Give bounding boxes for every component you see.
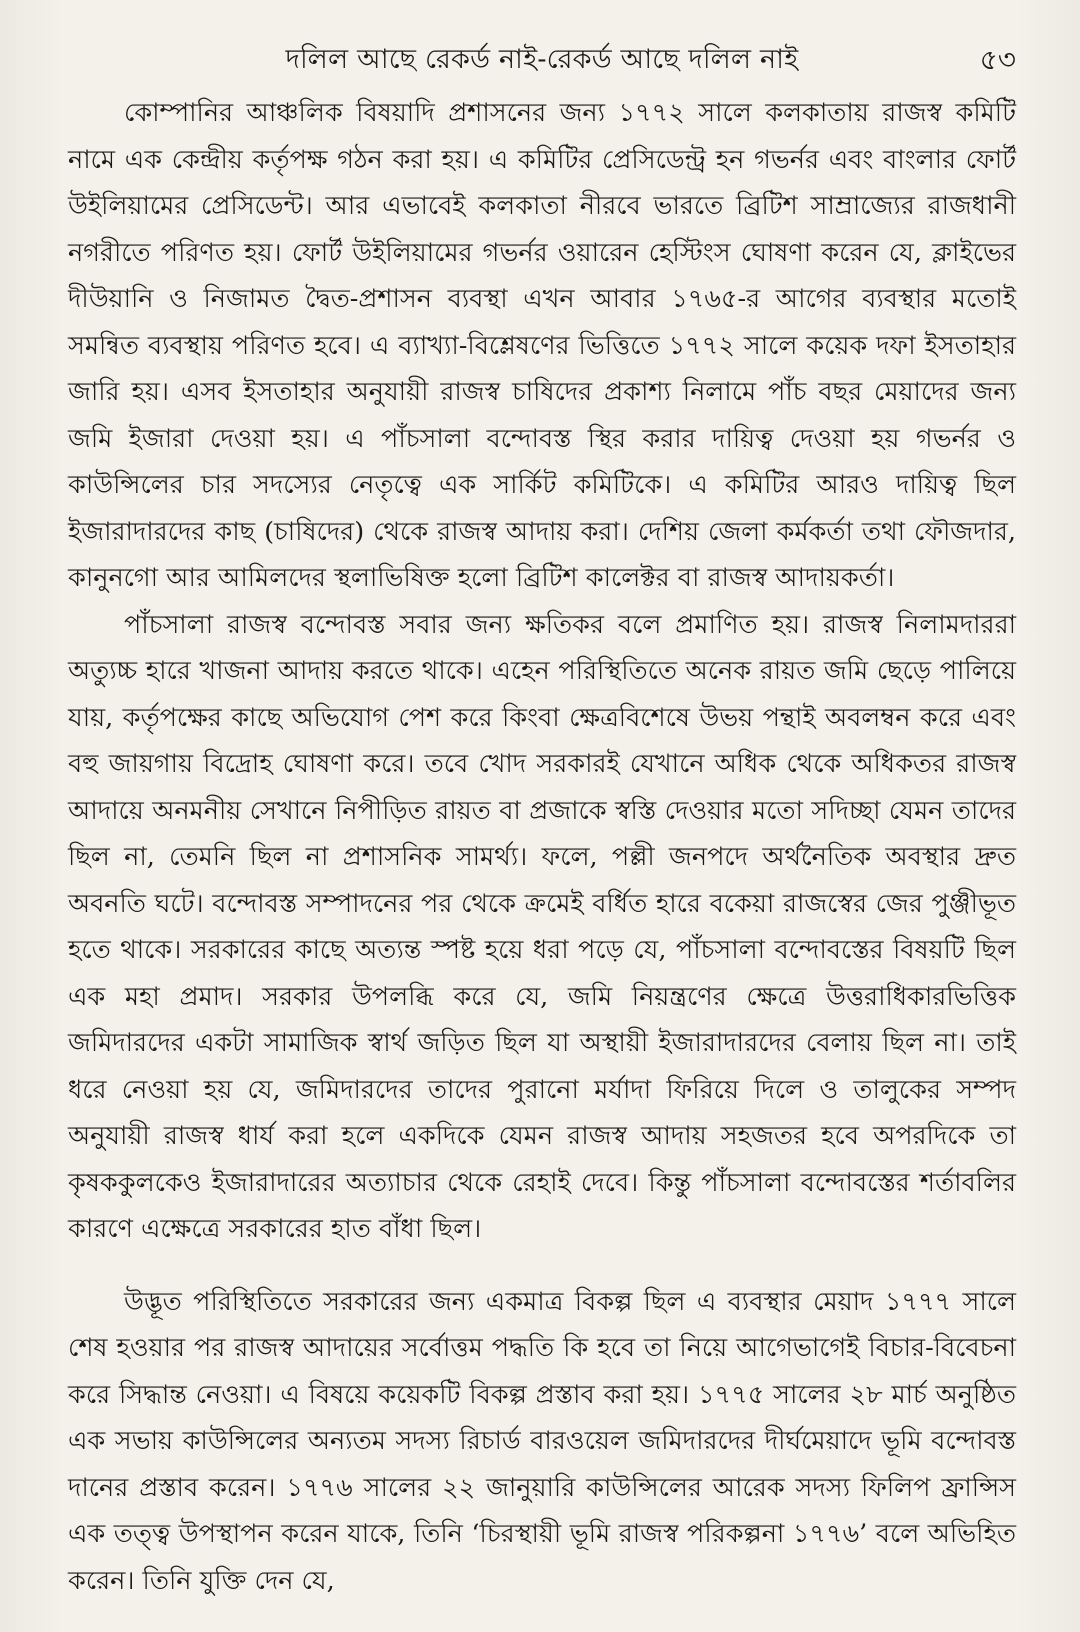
page-number: ৫৩	[979, 43, 1016, 76]
paragraph: পাঁচসালা রাজস্ব বন্দোবস্ত সবার জন্য ক্ষতিকর বলে প্রমাণিত হয়। রাজস্ব নিলামদাররা অত্যুচ্চ হারে খাজনা আদায় করতে থাকে। এহেন পরিস্থিতিতে অনেক রায়ত জমি ছেড়ে পালিয়ে যায়, কর্তৃপক্ষের কাছে অভিযোগ পেশ করে কিংবা ক্ষেত্রবিশেষে উভয় পন্থাই অবলম্বন করে এবং বহু জায়গায় বিদ্রোহ ঘোষণা করে। তবে খোদ সরকারই যেখানে অধিক থেকে অধিকতর রাজস্ব আদায়ে অনমনীয় সেখানে নিপীড়িত রায়ত বা প্রজাকে স্বস্তি দেওয়ার মতো সদিচ্ছা যেমন তাদের ছিল না, তেমনি ছিল না প্রশাসনিক সামর্থ্য। ফলে, পল্লী জনপদে অর্থনৈতিক অবস্থার দ্রুত অবনতি ঘটে। বন্দোবস্ত সম্পাদনের পর থেকে ক্রমেই বর্ধিত হারে বকেয়া রাজস্বের জের পুঞ্জীভূত হতে থাকে। সরকারের কাছে অত্যন্ত স্পষ্ট হয়ে ধরা পড়ে যে, পাঁচসালা বন্দোবস্তের বিষয়টি ছিল এক মহা প্রমাদ। সরকার উপলব্ধি করে যে, জমি নিয়ন্ত্রণের ক্ষেত্রে উত্তরাধিকারভিত্তিক জমিদারদের একটা সামাজিক স্বার্থ জড়িত ছিল যা অস্থায়ী ইজারাদারদের বেলায় ছিল না। তাই ধরে নেওয়া হয় যে, জমিদারদের তাদের পুরানো মর্যাদা ফিরিয়ে দিলে ও তালুকের সম্পদ অনুযায়ী রাজস্ব ধার্য করা হলে একদিকে যেমন রাজস্ব আদায় সহজতর হবে অপরদিকে তা কৃষককুলকেও ইজারাদারের অত্যাচার থেকে রেহাই দেবে। কিন্তু পাঁচসালা বন্দোবস্তের শর্তাবলির কারণে এক্ষেত্রে সরকারের হাত বাঁধা ছিল।	[68, 609, 1016, 1244]
page-header	[68, 38, 1016, 82]
running-title: দলিল আছে রেকর্ড নাই-রেকর্ড আছে দলিল নাই	[285, 44, 799, 75]
paragraph: কোম্পানির আঞ্চলিক বিষয়াদি প্রশাসনের জন্য ১৭৭২ সালে কলকাতায় রাজস্ব কমিটি নামে এক কেন্দ্রীয় কর্তৃপক্ষ গঠন করা হয়। এ কমিটির প্রেসিডেন্ট্র হন গভর্নর এবং বাংলার ফোর্ট উইলিয়ামের প্রেসিডেন্ট। আর এভাবেই কলকাতা নীরবে ভারতে ব্রিটিশ সাম্রাজ্যের রাজধানী নগরীতে পরিণত হয়। ফোর্ট উইলিয়ামের গভর্নর ওয়ারেন হেস্টিংস ঘোষণা করেন যে, ক্লাইভের দীউয়ানি ও নিজামত দ্বৈত-প্রশাসন ব্যবস্থা এখন আবার ১৭৬৫-র আগের ব্যবস্থার মতোই সমন্বিত ব্যবস্থায় পরিণত হবে। এ ব্যাখ্যা-বিশ্লেষণের ভিত্তিতে ১৭৭২ সালে কয়েক দফা ইসতাহার জারি হয়। এসব ইসতাহার অনুযায়ী রাজস্ব চাষিদের প্রকাশ্য নিলামে পাঁচ বছর মেয়াদের জন্য জমি ইজারা দেওয়া হয়। এ পাঁচসালা বন্দোবস্ত স্থির করার দায়িত্ব দেওয়া হয় গভর্নর ও কাউন্সিলের চার সদস্যের নেতৃত্বে এক সার্কিট কমিটিকে। এ কমিটির আরও দায়িত্ব ছিল ইজারাদারদের কাছ (চাষিদের) থেকে রাজস্ব আদায় করা। দেশিয় জেলা কর্মকর্তা তথা ফৌজদার, কানুনগো আর আমিলদের স্থলাভিষিক্ত হলো ব্রিটিশ কালেক্টর বা রাজস্ব আদায়কর্তা।	[68, 98, 1016, 593]
body-text	[68, 90, 1016, 1604]
paragraph: উদ্ভূত পরিস্থিতিতে সরকারের জন্য একমাত্র বিকল্প ছিল এ ব্যবস্থার মেয়াদ ১৭৭৭ সালে শেষ হওয়ার পর রাজস্ব আদায়ের সর্বোত্তম পদ্ধতি কি হবে তা নিয়ে আগেভাগেই বিচার-বিবেচনা করে সিদ্ধান্ত নেওয়া। এ বিষয়ে কয়েকটি বিকল্প প্রস্তাব করা হয়। ১৭৭৫ সালের ২৮ মার্চ অনুষ্ঠিত এক সভায় কাউন্সিলের অন্যতম সদস্য রিচার্ড বারওয়েল জমিদারদের দীর্ঘমেয়াদে ভূমি বন্দোবস্ত দানের প্রস্তাব করেন। ১৭৭৬ সালের ২২ জানুয়ারি কাউন্সিলের আরেক সদস্য ফিলিপ ফ্রান্সিস এক তত্ত্ব উপস্থাপন করেন যাকে, তিনি ‘চিরস্থায়ী ভূমি রাজস্ব পরিকল্পনা ১৭৭৬’ বলে অভিহিত করেন। তিনি যুক্তি দেন যে,	[68, 1286, 1016, 1596]
